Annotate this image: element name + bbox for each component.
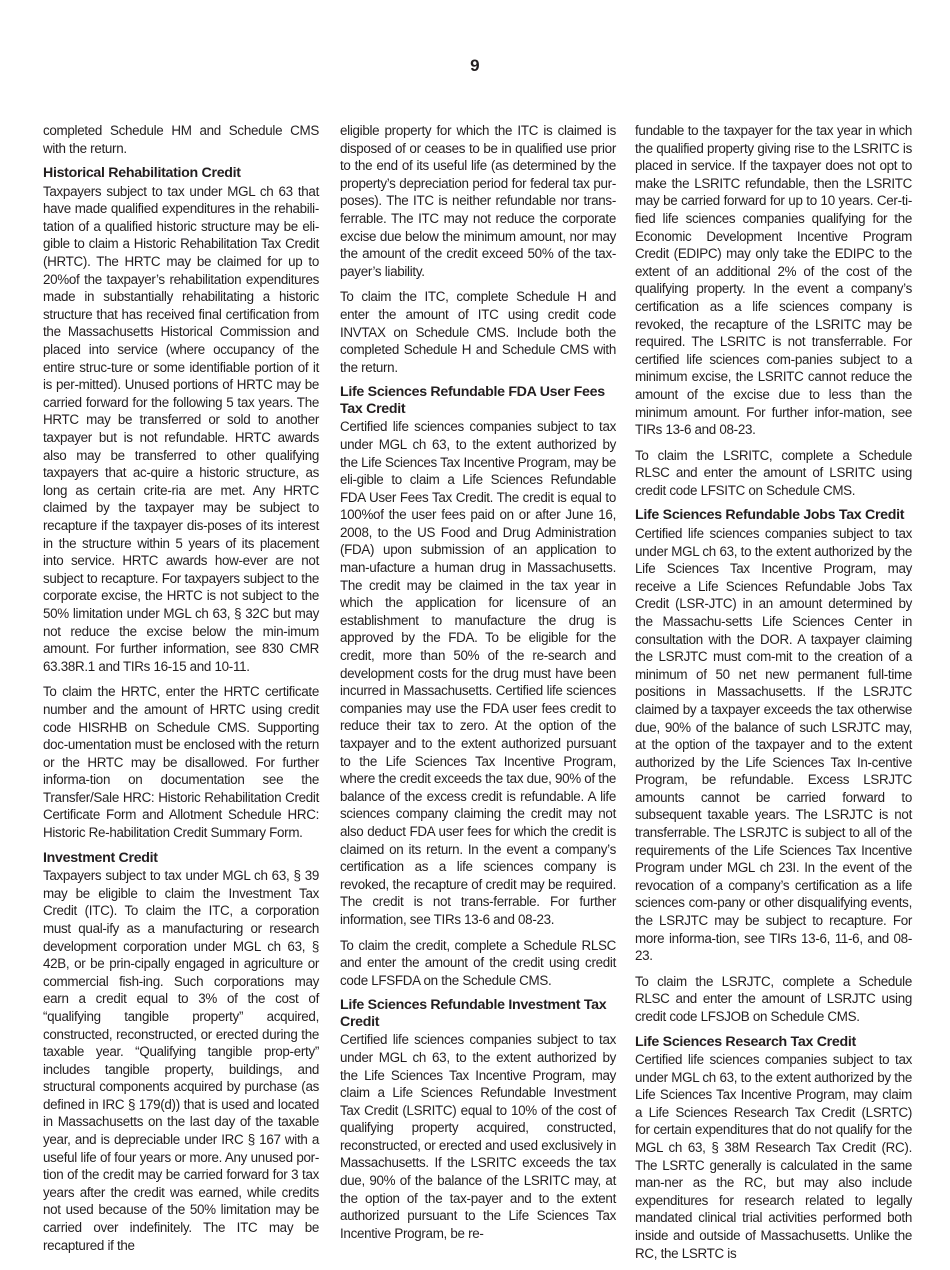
column-left <box>43 122 319 1262</box>
heading-refundable-investment-credit: Life Sciences Refundable Investment Tax Credit <box>340 997 607 1030</box>
paragraph-itc-claim: To claim the ITC, complete Schedule H and enter the amount of ITC using credit code INVTAX on Schedule CMS. Include both the completed Schedule H and Schedule CMS with the return. <box>340 289 616 375</box>
heading-research-tax-credit: Life Sciences Research Tax Credit <box>635 1033 856 1050</box>
paragraph-hrtc-claim: To claim the HRTC, enter the HRTC certificate number and the amount of HRTC using credit code HISRHB on Schedule CMS. Supporting doc-umentation must be enclosed with the return or the HRTC may be disallowed. For further informa-tion on documentation see the Transfer/Sale HRC: Historic Rehabilitation Credit Certificate Form and Allotment Schedule HRC: Historic Re-habilitation Credit Summary Form. <box>43 684 319 841</box>
heading-fda-user-fees-credit: Life Sciences Refundable FDA User Fees Tax Credit <box>340 384 605 417</box>
paragraph-itc-continuation: eligible property for which the ITC is claimed is disposed of or ceases to be in qualified use prior to the end of its useful life (as determined by the property’s depreciation period for federal tax pur-poses). The ITC is neither refundable nor trans-ferrable. The ITC may not reduce the corporate excise due below the minimum amount, nor may the amount of the credit exceed 50% of the tax-payer’s liability. <box>340 123 616 279</box>
paragraph-jobs-description: Certified life sciences companies subject to tax under MGL ch 63, to the extent authorized by the Life Sciences Tax Incentive Program, may receive a Life Sciences Refundable Jobs Tax Credit (LSR-JTC) in an amount determined by the Massachu-setts Life Sciences Center in consultation with the DOR. A taxpayer claiming the LSRJTC must com-mit to the creation of a minimum of 50 net new permanent full-time positions in Massachusetts. If the LSRJTC claimed by a taxpayer exceeds the tax otherwise due, 90% of the balance of such LSRJTC may, at the option of the taxpayer and to the extent authorized by the Life Sciences Tax In-centive Program, be refundable. Excess LSRJTC amounts cannot be carried forward to subsequent taxable years. The LSRJTC is not transferrable. The LSRJTC is subject to all of the requirements of the Life Sciences Tax Incentive Program under MGL ch 23I. In the event of the revocation of a company’s certification as a life sciences com-pany or other disqualifying events, the LSRJTC may be subject to recapture. For more informa-tion, see TIRs 13-6, 11-6, and 08-23. <box>635 525 912 964</box>
paragraph-schedule-hm-continuation: completed Schedule HM and Schedule CMS with the return. <box>43 123 319 156</box>
column-right <box>635 122 912 1270</box>
paragraph-research-description: Certified life sciences companies subject to tax under MGL ch 63, to the extent authorized by the Life Sciences Tax Incentive Program, may claim a Life Sciences Research Tax Credit (LSRTC) for certain expenditures that do not qualify for the MGL ch 63, § 38M Research Tax Credit (RC). The LSRTC generally is calculated in the same man-ner as the RC, but may also include expenditures for research related to legally mandated clinical trial activities performed both inside and outside of Massachusetts. Unlike the RC, the LSRTC is <box>635 1052 912 1261</box>
heading-investment-credit: Investment Credit <box>43 849 158 866</box>
paragraph-jobs-claim: To claim the LSRJTC, complete a Schedule RLSC and enter the amount of LSRJTC using credit code LFSJOB on Schedule CMS. <box>635 973 912 1024</box>
paragraph-hrtc-description: Taxpayers subject to tax under MGL ch 63 that have made qualified expenditures in the rehabili-tation of a qualified historic structure may be eli-gible to claim a Historic Rehabilitation Tax Credit (HRTC). The HRTC may be claimed for up to 20%of the taxpayer’s rehabilitation expenditures made in substantially rehabilitating a historic structure that has received final certification from the Massachusetts Historical Commission and placed into service (where occupancy of the entire struc-ture or some identifiable portion of it is per-mitted). Unused portions of HRTC may be carried forward for the following 5 tax years. The HRTC may be transferred or sold to another taxpayer but is not refundable. HRTC awards also may be transferred to other qualifying taxpayers that ac-quire a historic structure, as long as certain crite-ria are met. Any HRTC claimed by the taxpayer may be subject to recapture if the taxpayer dis-poses of its interest in the structure within 5 years of its placement into service. HRTC awards how-ever are not subject to recapture. For taxpayers subject to the corporate excise, the HRTC is not subject to the 50% limitation under MGL ch 63, § 32C but may not reduce the excise below the min-imum amount. For further information, see 830 CMR 63.38R.1 and TIRs 16-15 and 10-11. <box>43 183 319 674</box>
column-middle <box>340 122 616 1250</box>
paragraph-itc-description: Taxpayers subject to tax under MGL ch 63, § 39 may be eligible to claim the Investment Tax Credit (ITC). To claim the ITC, a corporation must qual-ify as a manufacturing or research development corporation under MGL ch 63, § 42B, or be prin-cipally engaged in agriculture or commercial fish-ing. Such corporations may earn a credit equal to 3% of the cost of “qualifying tangible property” acquired, constructed, reconstructed, or erected during the taxable year. “Qualifying tangible prop-erty” includes tangible property, buildings, and structural components acquired by purchase (as defined in IRC § 179(d)) that is used and located in Massachusetts on the last day of the taxable year, and is depreciable under IRC § 167 with a useful life of four years or more. Any unused por-tion of the credit may be carried forward for 3 tax years after the credit was earned, while credits not used because of the 50% limitation may be carried over indefinitely. The ITC may be recaptured if the <box>43 868 319 1253</box>
paragraph-lsritc-description: Certified life sciences companies subject to tax under MGL ch 63, to the extent authorized by the Life Sciences Tax Incentive Program, may claim a Life Sciences Refundable Investment Tax Credit (LSRITC) equal to 10% of the cost of qualifying property acquired, constructed, reconstructed, or erected and used exclusively in Massachusetts. If the LSRITC exceeds the tax due, 90% of the balance of the LSRITC may, at the option of the tax-payer and to the extent authorized pursuant to the Life Sciences Tax Incentive Program, be re- <box>340 1032 616 1241</box>
page-number: 9 <box>470 56 480 75</box>
paragraph-fda-description: Certified life sciences companies subject to tax under MGL ch 63, to the extent authorized by the Life Sciences Tax Incentive Program, may be eli-gible to claim a Life Sciences Refundable FDA User Fees Tax Credit. The credit is equal to 100%of the user fees paid on or after June 16, 2008, to the US Food and Drug Administration (FDA) upon submission of an application to man-ufacture a human drug in Massachusetts. The credit may be claimed in the tax year in which the application for licensure of an establishment to manufacture the drug is approved by the FDA. To be eligible for the credit, more than 50% of the re-search and development costs for the drug must have been incurred in Massachusetts. Certified life sciences companies may use the FDA user fees credit to reduce their tax to zero. At the option of the taxpayer and to the extent authorized pursuant to the Life Sciences Tax Incentive Program, where the credit exceeds the tax due, 90% of the balance of the excess credit is refundable. A life sciences company claiming the credit may not also deduct FDA user fees for which the credit is claimed on its return. In the event a company’s certification as a life sciences company is revoked, the recapture of credit may be required. The credit is not trans-ferrable. For further information, see TIRs 13-6 and 08-23. <box>340 419 616 927</box>
heading-historical-rehabilitation-credit: Historical Rehabilitation Credit <box>43 165 241 182</box>
heading-refundable-jobs-credit: Life Sciences Refundable Jobs Tax Credit <box>635 507 905 524</box>
paragraph-fda-claim: To claim the credit, complete a Schedule RLSC and enter the amount of the credit using credit code LFSFDA on the Schedule CMS. <box>340 937 616 988</box>
paragraph-lsritc-claim: To claim the LSRITC, complete a Schedule RLSC and enter the amount of LSRITC using credit code LFSITC on Schedule CMS. <box>635 447 912 498</box>
paragraph-lsritc-continuation: fundable to the taxpayer for the tax year in which the qualified property giving rise to the LSRITC is placed in service. If the taxpayer does not opt to make the LSRITC refundable, then the LSRITC may be carried forward for up to 10 years. Cer-ti-fied life sciences companies qualifying for the Economic Development Incentive Program Credit (EDIPC) may only take the EDIPC to the extent of an additional 2% of the cost of the qualifying property. In the event a company’s certification as a life sciences company is revoked, the recapture of the LSRITC may be required. The LSRITC is not transferrable. For certified life sciences com-panies subject to a minimum excise, the LSRITC cannot reduce the amount of the excise due to less than the minimum amount. For further infor-mation, see TIRs 13-6 and 08-23. <box>635 123 912 438</box>
